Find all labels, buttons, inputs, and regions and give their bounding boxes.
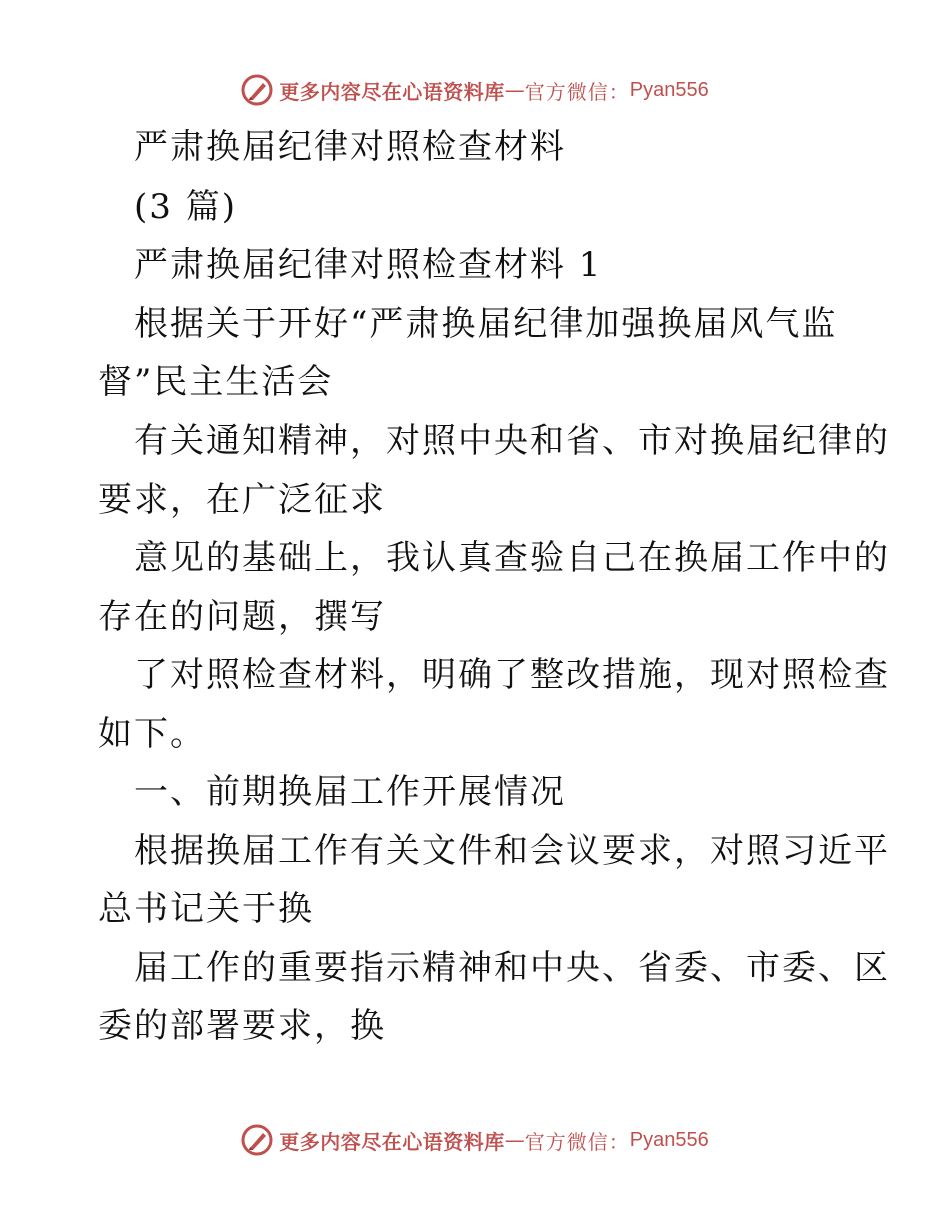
paragraph-line: 要求，在广泛征求	[98, 480, 386, 520]
paragraph-line: 如下。	[98, 714, 206, 754]
quill-logo-icon	[241, 74, 273, 106]
footer-banner	[0, 1120, 950, 1160]
footer-separator: —	[504, 1128, 525, 1152]
paragraph-line: 总书记关于换	[98, 889, 314, 929]
footer-wechat-id: Pyan556	[629, 1128, 709, 1151]
footer-wechat-label: 官方微信：	[524, 1129, 630, 1154]
paragraph-line: 了对照检查材料，明确了整改措施，现对照检查	[134, 655, 890, 695]
header-separator: —	[504, 78, 525, 102]
header-banner	[0, 70, 950, 110]
paragraph-line: 根据换届工作有关文件和会议要求，对照习近平	[134, 831, 890, 871]
paragraph-line: 存在的问题，撰写	[98, 597, 386, 637]
header-wechat-label: 官方微信：	[524, 79, 630, 104]
paragraph-line: 根据关于开好“严肃换届纪律加强换届风气监	[134, 304, 838, 344]
paragraph-line: 意见的基础上，我认真查验自己在换届工作中的	[134, 538, 890, 578]
section-heading: 严肃换届纪律对照检查材料 1	[134, 245, 603, 285]
document-subtitle: (3 篇)	[134, 187, 237, 227]
footer-brand-text: 更多内容尽在心语资料库	[279, 1129, 505, 1154]
header-brand-text: 更多内容尽在心语资料库	[279, 79, 505, 104]
section-heading: 一、前期换届工作开展情况	[134, 772, 566, 812]
paragraph-line: 届工作的重要指示精神和中央、省委、市委、区	[134, 948, 890, 988]
paragraph-line: 委的部署要求，换	[98, 1006, 386, 1046]
document-title: 严肃换届纪律对照检查材料	[134, 127, 566, 167]
paragraph-line: 督”民主生活会	[98, 362, 334, 402]
header-wechat-id: Pyan556	[629, 78, 709, 101]
quill-logo-icon	[241, 1124, 273, 1156]
paragraph-line: 有关通知精神，对照中央和省、市对换届纪律的	[134, 421, 890, 461]
